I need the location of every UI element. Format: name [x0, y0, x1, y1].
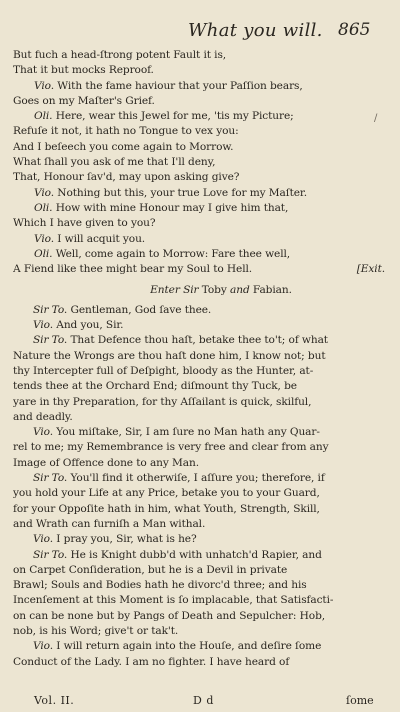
- line-text: That it but mocks Reproof.: [13, 64, 154, 77]
- text-line: [13, 593, 395, 608]
- line-text: Goes on my Maſter's Grief.: [13, 94, 155, 107]
- stage-direction: Enter Sir Toby and Fabian.: [150, 284, 292, 297]
- line-text: But fuch a head-ſtrong potent Fault it is,: [13, 49, 227, 61]
- text-line: [13, 395, 395, 410]
- volume-signature: Vol. II.: [34, 694, 75, 707]
- line-text: Nothing but this, your true Love for my Maſter.: [54, 186, 307, 199]
- speaker-name: Vio.: [33, 319, 54, 332]
- speaker-name: Sir To.: [33, 548, 68, 561]
- line-text: yare in thy Preparation, for thy Aſſailant is quick, skilful,: [13, 395, 312, 408]
- line-text: on Carpet Conſideration, but he is a Devil in private: [13, 563, 288, 576]
- speaker-name: Sir To.: [33, 334, 68, 347]
- line-text: That Defence thou haſt, betake thee to't; of what: [67, 334, 328, 347]
- line-text: Conduct of the Lady. I am no fighter. I have heard of: [13, 655, 290, 668]
- text-line: [13, 63, 395, 78]
- line-text: Nature the Wrongs are thou haſt done him, I know not; but: [13, 349, 326, 362]
- text-line: [13, 124, 395, 139]
- speaker-name: Oli.: [34, 247, 53, 260]
- speaker-name: Vio.: [34, 186, 55, 199]
- line-text: You'll find it otherwiſe, I aſſure you; therefore, if: [67, 472, 325, 485]
- page-header: [0, 20, 400, 42]
- line-text: Image of Offence done to any Man.: [13, 456, 199, 469]
- text-line: [13, 578, 395, 593]
- text-line: [13, 471, 395, 486]
- line-text: How with mine Honour may I give him that,: [52, 201, 289, 214]
- speaker-name: Vio.: [33, 640, 54, 653]
- line-text: and Wrath can furniſh a Man withal.: [13, 517, 206, 530]
- text-line: [13, 548, 395, 563]
- line-text: That, Honour ſav'd, may upon asking give?: [13, 171, 240, 184]
- line-text: A Fiend like thee might bear my Soul to Hell.: [13, 263, 253, 276]
- text-line: [13, 456, 395, 471]
- text-line: [13, 379, 395, 394]
- line-text: and deadly.: [13, 410, 73, 423]
- text-line: [13, 201, 395, 216]
- line-text: I will return again into the Houſe, and deſire ſome: [53, 640, 322, 653]
- verse-block: [13, 48, 395, 277]
- line-text: rel to me; my Remembrance is very free and clear from any: [13, 441, 329, 454]
- line-text: He is Knight dubb'd with unhatch'd Rapier, and: [67, 548, 322, 561]
- text-line: [13, 247, 395, 262]
- line-text: you hold your Life at any Price, betake you to your Guard,: [13, 487, 320, 500]
- text-line: [13, 216, 395, 231]
- line-text: I will acquit you.: [54, 232, 146, 245]
- exit-direction: [Exit.: [356, 263, 385, 276]
- speaker-name: Sir To.: [33, 303, 68, 316]
- speaker-name: Oli.: [34, 201, 53, 214]
- line-text: And I beſeech you come again to Morrow.: [13, 140, 234, 153]
- text-line: [13, 486, 395, 501]
- text-line: [13, 517, 395, 532]
- text-line: [13, 262, 395, 277]
- text-line: [13, 333, 395, 348]
- speaker-name: Vio.: [34, 79, 55, 92]
- text-block: [13, 48, 395, 670]
- text-line: [13, 303, 395, 318]
- speaker-name: Vio.: [33, 426, 54, 439]
- text-line: [13, 624, 395, 639]
- catchword: ſome: [346, 694, 374, 707]
- signature-mark: D d: [193, 694, 214, 707]
- text-line: [13, 140, 395, 155]
- line-text: Brawl; Souls and Bodies hath he divorc'd three; and his: [13, 579, 307, 592]
- speaker-name: Vio.: [34, 232, 55, 245]
- text-line: [13, 410, 395, 425]
- text-line: [13, 609, 395, 624]
- line-text: nob, is his Word; give't or tak't.: [13, 624, 179, 637]
- margin-mark: /: [374, 113, 378, 124]
- speaker-name: Vio.: [33, 533, 54, 546]
- page-number: 865: [338, 20, 371, 40]
- line-text: Here, wear this Jewel for me, 'tis my Picture;: [52, 110, 294, 123]
- text-line: [13, 79, 395, 94]
- running-title: What you will.: [188, 20, 323, 41]
- text-line: [13, 532, 395, 547]
- text-line: [13, 655, 395, 670]
- text-line: [13, 170, 395, 185]
- line-text: Well, come again to Morrow: Fare thee well,: [52, 247, 291, 260]
- text-line: [13, 94, 395, 109]
- text-line: [13, 502, 395, 517]
- line-text: tends thee at the Orchard End; diſmount thy Tuck, be: [13, 380, 297, 393]
- line-text: thy Intercepter full of Deſpight, bloody as the Hunter, at-: [13, 364, 314, 377]
- line-text: You miſtake, Sir, I am ſure no Man hath any Quar-: [53, 426, 320, 439]
- line-text: on can be none but by Pangs of Death and Sepulcher: Hob,: [13, 609, 326, 622]
- text-line: [13, 186, 395, 201]
- text-line: [13, 639, 395, 654]
- text-line: [13, 109, 395, 124]
- text-line: [13, 349, 395, 364]
- page-footer: [0, 694, 400, 708]
- prose-block: [13, 303, 395, 670]
- line-text: Incenſement at this Moment is ſo implacable, that Satisfacti-: [13, 594, 334, 607]
- text-line: [13, 425, 395, 440]
- text-line: [13, 48, 395, 63]
- speaker-name: Oli.: [34, 110, 53, 123]
- text-line: [13, 563, 395, 578]
- speaker-name: Sir To.: [33, 472, 68, 485]
- text-line: [13, 232, 395, 247]
- line-text: And you, Sir.: [53, 319, 124, 332]
- text-line: [13, 155, 395, 170]
- line-text: Refuſe it not, it hath no Tongue to vex you:: [13, 125, 239, 138]
- line-text: What ſhall you ask of me that I'll deny,: [13, 156, 216, 169]
- line-text: With the fame haviour that your Paſſion bears,: [54, 79, 303, 92]
- line-text: Gentleman, God ſave thee.: [67, 303, 212, 316]
- line-text: Which I have given to you?: [13, 217, 156, 230]
- text-line: [13, 318, 395, 333]
- line-text: I pray you, Sir, what is he?: [53, 533, 197, 546]
- line-text: for your Oppoſite hath in him, what Youth, Strength, Skill,: [13, 502, 320, 515]
- text-line: [13, 364, 395, 379]
- text-line: [13, 440, 395, 455]
